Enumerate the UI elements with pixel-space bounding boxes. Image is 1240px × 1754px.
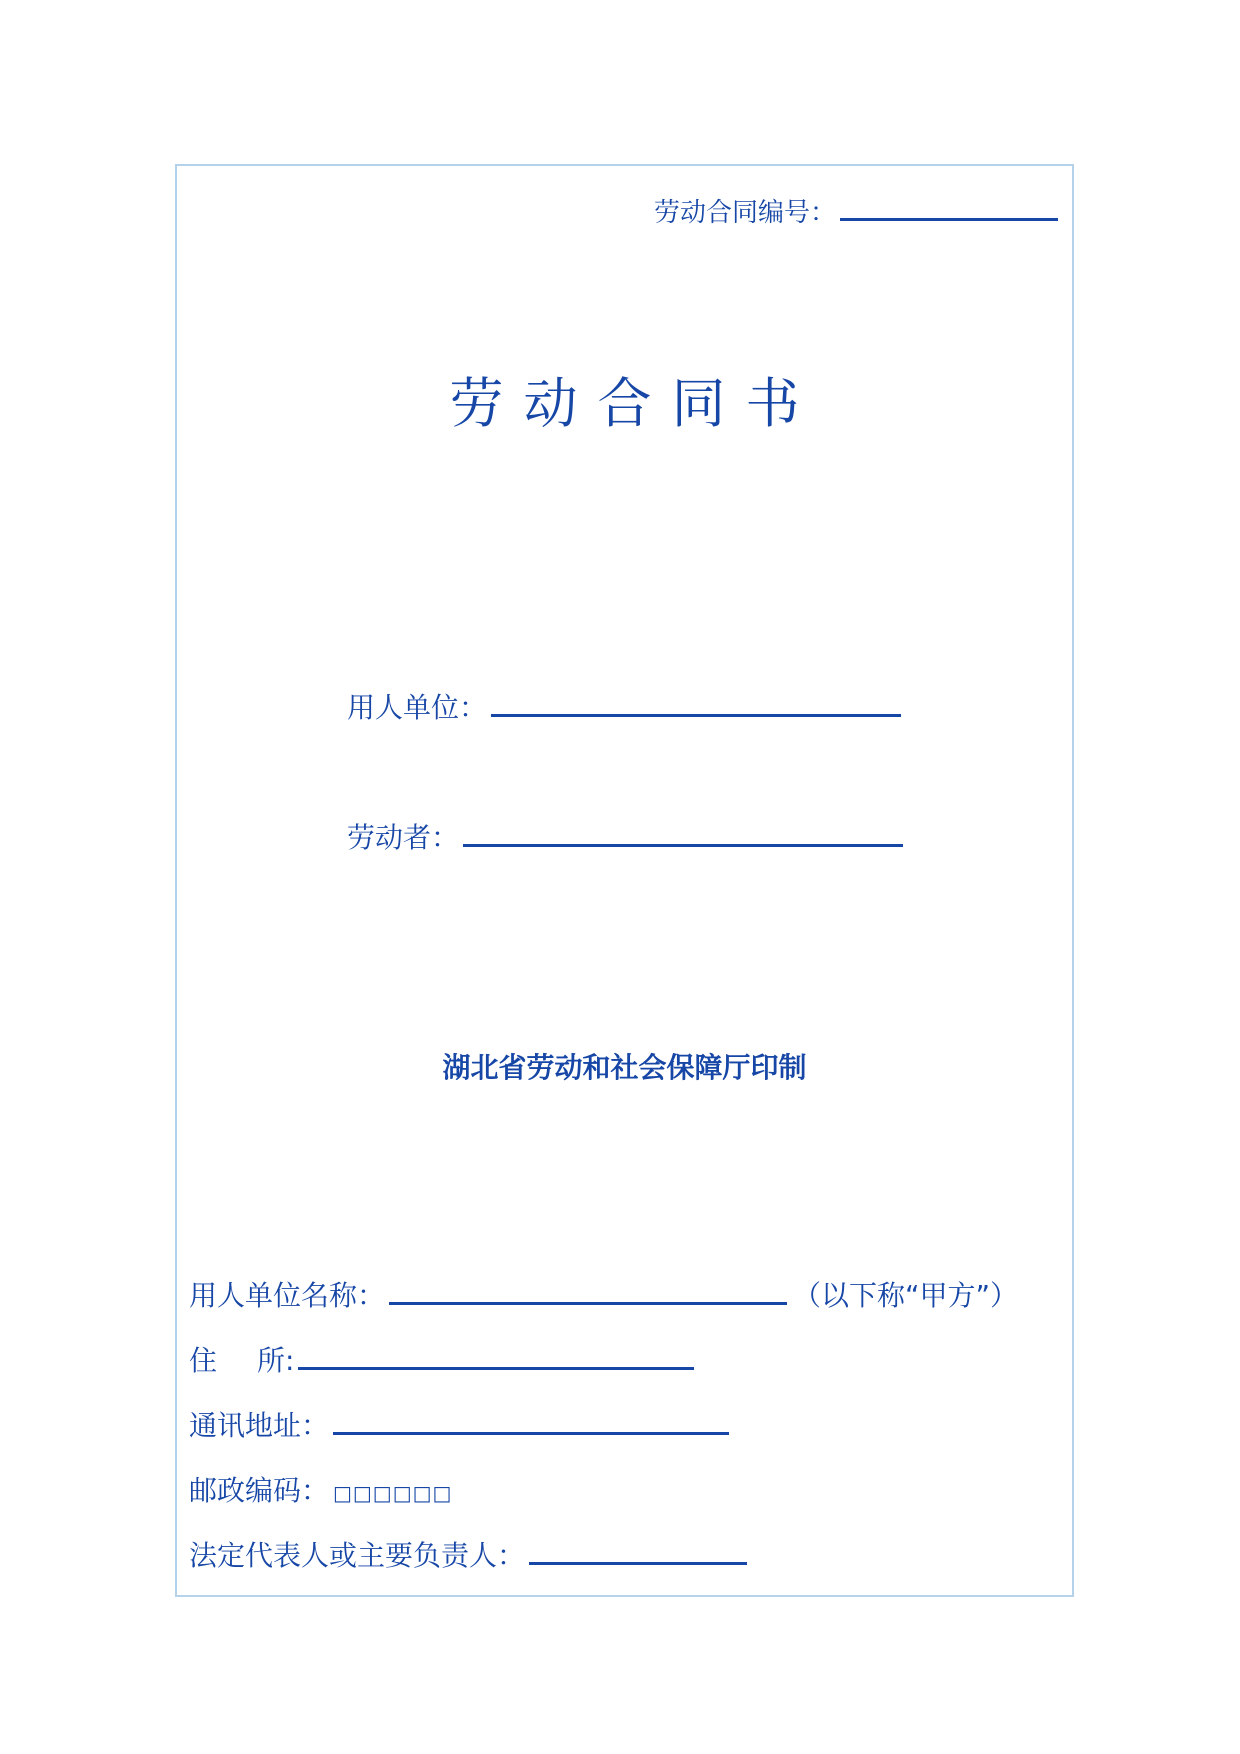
cover-worker-field[interactable] bbox=[463, 844, 903, 847]
contract-number-field[interactable] bbox=[840, 218, 1058, 221]
employer-name-field[interactable] bbox=[389, 1302, 787, 1305]
document-title: 劳动合同书 bbox=[449, 372, 820, 435]
address-label-part-1: 住 bbox=[189, 1344, 218, 1377]
employer-name-label: 用人单位名称： bbox=[189, 1279, 386, 1312]
legal-rep-field[interactable] bbox=[529, 1562, 747, 1565]
mailing-address-row bbox=[189, 1404, 729, 1444]
printer-note: 湖北省劳动和社会保障厅印制 bbox=[442, 1051, 807, 1084]
mailing-address-field[interactable] bbox=[333, 1432, 729, 1435]
postcode-row bbox=[189, 1469, 452, 1509]
cover-employer-label: 用人单位： bbox=[347, 691, 488, 724]
postcode-boxes[interactable]: □□□□□□ bbox=[333, 1481, 453, 1505]
legal-rep-label: 法定代表人或主要负责人： bbox=[189, 1539, 526, 1572]
cover-employer-row bbox=[347, 686, 901, 726]
contract-number-label: 劳动合同编号： bbox=[653, 198, 836, 228]
document-frame bbox=[175, 164, 1074, 1597]
postcode-label: 邮政编码： bbox=[189, 1474, 330, 1507]
address-label-part-2: 所: bbox=[257, 1344, 295, 1377]
cover-worker-label: 劳动者： bbox=[347, 821, 460, 854]
mailing-address-label: 通讯地址： bbox=[189, 1409, 330, 1442]
employer-name-suffix: （以下称“甲方”） bbox=[793, 1279, 1019, 1312]
cover-employer-field[interactable] bbox=[491, 714, 901, 717]
address-field[interactable] bbox=[298, 1367, 694, 1370]
employer-name-row bbox=[189, 1274, 1018, 1314]
contract-number-row bbox=[654, 192, 1058, 229]
address-row bbox=[189, 1339, 694, 1379]
cover-worker-row bbox=[347, 816, 903, 856]
legal-rep-row bbox=[189, 1534, 747, 1574]
